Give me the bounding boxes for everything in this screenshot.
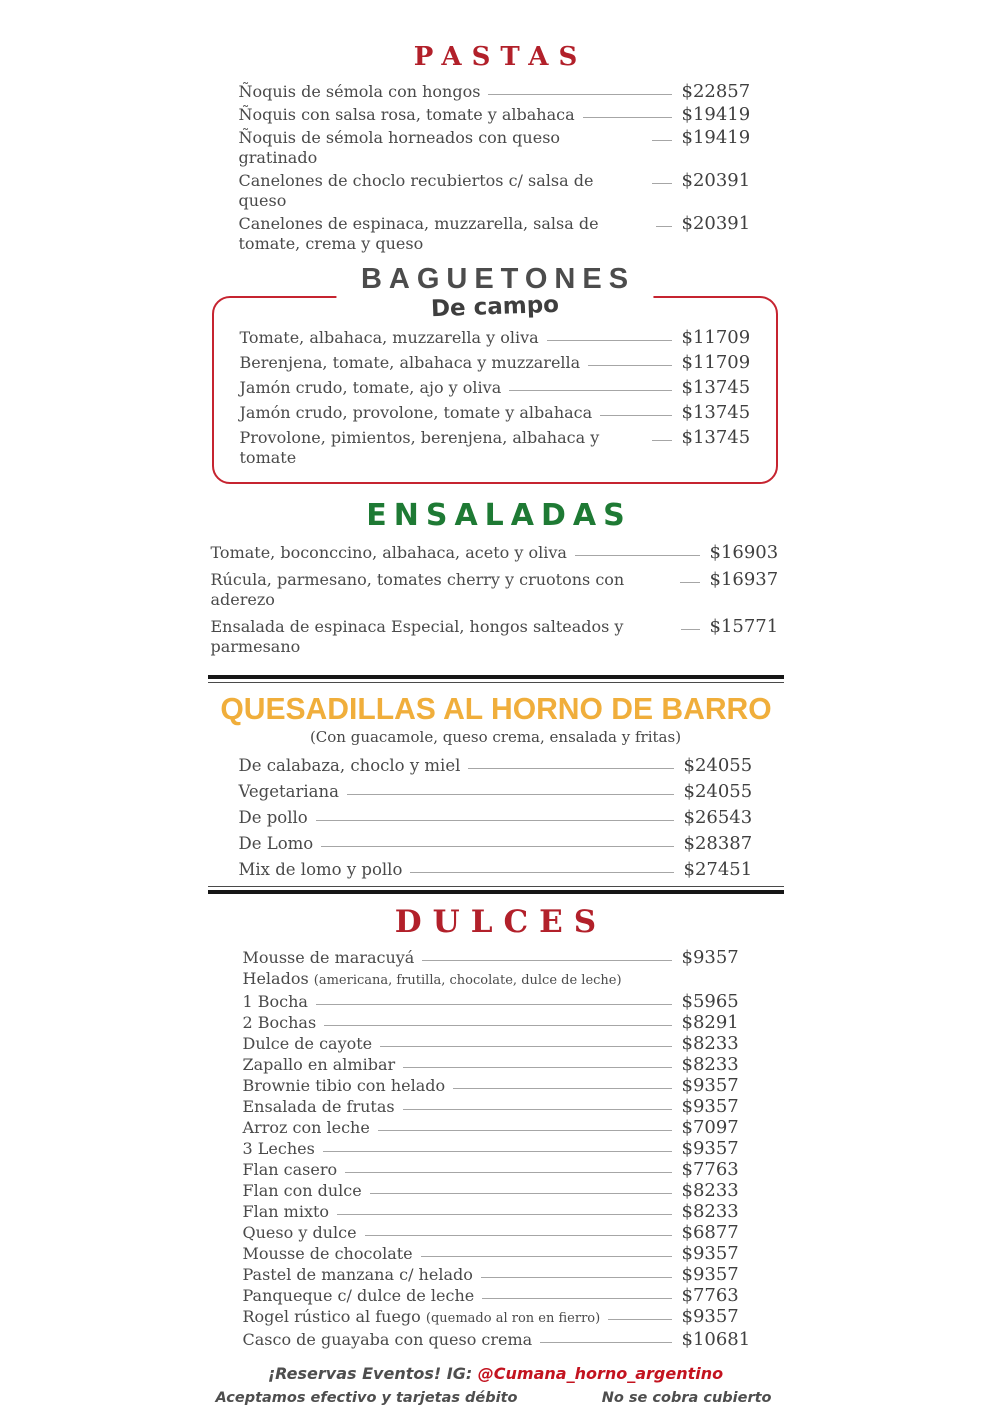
- item-label: [239, 834, 314, 854]
- item-price: $10681: [681, 1329, 751, 1350]
- menu-item-row: [239, 756, 756, 776]
- leader-line: [583, 117, 672, 118]
- menu-item-row: [243, 1055, 754, 1075]
- menu-item-row: [243, 1160, 754, 1180]
- menu-item-row: [211, 570, 782, 610]
- leader-line: [370, 1193, 672, 1194]
- leader-line: [316, 820, 674, 821]
- reservas-text: ¡Reservas Eventos! IG:: [267, 1364, 473, 1383]
- leader-line: [324, 1025, 671, 1026]
- item-price: $8291: [681, 1012, 739, 1033]
- menu-item-row: [243, 1223, 754, 1243]
- item-label-text: Ensalada de frutas: [242, 1097, 395, 1116]
- menu-item-row: [243, 1013, 754, 1033]
- item-label: [239, 756, 461, 776]
- item-price: $8233: [681, 1033, 739, 1054]
- item-label: [243, 1034, 373, 1054]
- menu-item-row: [243, 1181, 754, 1201]
- menu-item-row: [243, 992, 754, 1012]
- leader-line: [547, 340, 672, 341]
- leader-line: [481, 1277, 672, 1278]
- double-rule-top: [208, 675, 784, 683]
- item-label: [240, 428, 645, 468]
- item-price: $20391: [681, 170, 751, 191]
- item-label: [243, 1244, 413, 1264]
- item-label: [239, 860, 403, 880]
- leader-line: [321, 846, 673, 847]
- leader-line: [540, 1342, 671, 1343]
- item-label-text: Vegetariana: [238, 782, 339, 801]
- leader-line: [403, 1109, 672, 1110]
- leader-line: [656, 226, 672, 227]
- item-price: $11709: [681, 327, 751, 348]
- item-label-text: Brownie tibio con helado: [242, 1076, 446, 1095]
- item-price: $8233: [681, 1201, 739, 1222]
- item-label-text: Rogel rústico al fuego: [242, 1307, 421, 1326]
- baguetones-heading: [336, 263, 653, 323]
- menu-item-row: [243, 1139, 754, 1159]
- item-label-text: Ñoquis de sémola horneados con queso gratinado: [238, 128, 561, 167]
- item-label: [243, 992, 308, 1012]
- menu-item-row: [239, 82, 754, 102]
- item-label: [243, 1013, 317, 1033]
- dulces-items: [196, 948, 796, 1350]
- item-price: $27451: [683, 859, 753, 880]
- item-price: $5965: [681, 991, 739, 1012]
- quesadillas-items: [196, 756, 796, 880]
- baguetones-subtitle: De campo: [430, 291, 559, 323]
- item-price: $22857: [681, 81, 751, 102]
- item-price: $9357: [681, 1306, 739, 1327]
- item-label-text: Mousse de chocolate: [242, 1244, 413, 1263]
- item-label: [243, 1139, 315, 1159]
- menu-item-row: [243, 1118, 754, 1138]
- item-price: $7097: [681, 1117, 739, 1138]
- item-label: [239, 105, 575, 125]
- menu-item-row: [243, 948, 754, 968]
- leader-line: [316, 1004, 672, 1005]
- item-price: $9357: [681, 947, 739, 968]
- menu-item-row: [240, 328, 754, 348]
- instagram-handle: @Cumana_horno_argentino: [477, 1364, 724, 1383]
- item-price: $6877: [681, 1222, 739, 1243]
- cover-note: No se cobra cubierto: [601, 1390, 772, 1406]
- item-price: $9357: [681, 1075, 739, 1096]
- menu-item-row: [239, 808, 756, 828]
- item-label-text: Mousse de maracuyá: [242, 948, 415, 967]
- item-price: $19419: [681, 127, 751, 148]
- item-label-text: Provolone, pimientos, berenjena, albahaca y tomate: [239, 428, 600, 467]
- section-dulces: [196, 904, 796, 1350]
- item-label-text: Queso y dulce: [242, 1223, 357, 1242]
- payment-note: Aceptamos efectivo y tarjetas débito: [215, 1390, 518, 1406]
- item-label: [240, 403, 593, 423]
- item-price: $7763: [681, 1159, 739, 1180]
- item-price: $16903: [709, 542, 779, 563]
- item-label: [243, 1330, 533, 1350]
- leader-line: [380, 1046, 671, 1047]
- item-price: $13745: [681, 402, 751, 423]
- quesadillas-subtitle: (Con guacamole, queso crema, ensalada y fritas): [309, 728, 682, 746]
- menu-item-row: [239, 171, 754, 211]
- double-rule-bottom: [208, 886, 784, 894]
- menu-item-row: [243, 969, 754, 991]
- item-label-text: De calabaza, choclo y miel: [238, 756, 461, 775]
- menu-item-row: [240, 378, 754, 398]
- reservas-line: [196, 1364, 796, 1383]
- leader-line: [588, 365, 671, 366]
- leader-line: [345, 1172, 671, 1173]
- item-price: $16937: [709, 569, 779, 590]
- item-price: $13745: [681, 377, 751, 398]
- item-label-text: Casco de guayaba con queso crema: [242, 1330, 533, 1349]
- item-label: [243, 1265, 473, 1285]
- leader-line: [608, 1319, 671, 1320]
- item-label-text: Pastel de manzana c/ helado: [242, 1265, 473, 1284]
- leader-line: [410, 872, 673, 873]
- item-label: [243, 1076, 446, 1096]
- menu-item-row: [240, 353, 754, 373]
- item-price: $8233: [681, 1180, 739, 1201]
- item-label: [239, 128, 644, 168]
- leader-line: [365, 1235, 672, 1236]
- item-label-text: Canelones de choclo recubiertos c/ salsa de queso: [238, 171, 594, 210]
- menu-item-row: [243, 1307, 754, 1329]
- item-price: $20391: [681, 213, 751, 234]
- item-label-text: Ñoquis con salsa rosa, tomate y albahaca: [238, 105, 575, 124]
- menu-item-row: [243, 1330, 754, 1350]
- item-note: (americana, frutilla, chocolate, dulce de leche): [313, 973, 622, 988]
- item-label: [243, 1181, 362, 1201]
- menu-item-row: [211, 543, 782, 563]
- leader-line: [488, 94, 671, 95]
- section-title-ensaladas: ENSALADAS: [366, 498, 632, 533]
- item-price: $13745: [681, 427, 751, 448]
- menu-item-row: [239, 105, 754, 125]
- item-price: $15771: [709, 616, 779, 637]
- item-label-text: Berenjena, tomate, albahaca y muzzarella: [239, 353, 581, 372]
- footer: [196, 1364, 796, 1406]
- leader-line: [652, 440, 671, 441]
- item-label: [239, 808, 308, 828]
- item-label-text: Tomate, albahaca, muzzarella y oliva: [239, 328, 539, 347]
- item-price: $9357: [681, 1138, 739, 1159]
- section-title-quesadillas: QUESADILLAS AL HORNO DE BARRO: [219, 691, 772, 726]
- item-label: [243, 1223, 357, 1243]
- item-label-text: Jamón crudo, provolone, tomate y albahaca: [239, 403, 593, 422]
- leader-line: [509, 390, 671, 391]
- item-label-text: Jamón crudo, tomate, ajo y oliva: [239, 378, 502, 397]
- menu-item-row: [243, 1097, 754, 1117]
- leader-line: [575, 555, 700, 556]
- item-label: [243, 1202, 330, 1222]
- item-price: $9357: [681, 1264, 739, 1285]
- item-label-text: Mix de lomo y pollo: [238, 860, 403, 879]
- menu-item-row: [243, 1244, 754, 1264]
- menu-item-row: [243, 1265, 754, 1285]
- leader-line: [403, 1067, 671, 1068]
- item-price: $9357: [681, 1243, 739, 1264]
- menu-item-row: [239, 214, 754, 254]
- item-label-text: Flan casero: [242, 1160, 338, 1179]
- menu-item-row: [240, 403, 754, 423]
- section-title-pastas: PASTAS: [413, 42, 588, 72]
- item-price: $8233: [681, 1054, 739, 1075]
- leader-line: [680, 582, 699, 583]
- pastas-items: [196, 82, 796, 254]
- item-label: [243, 969, 622, 991]
- item-label-text: Panqueque c/ dulce de leche: [242, 1286, 475, 1305]
- baguetones-items: [240, 328, 754, 468]
- section-pastas: [196, 42, 796, 254]
- item-label: [240, 328, 539, 348]
- section-ensaladas: [196, 498, 796, 657]
- leader-line: [422, 960, 671, 961]
- menu-item-row: [211, 617, 782, 657]
- leader-line: [421, 1256, 672, 1257]
- item-price: $11709: [681, 352, 751, 373]
- footer-notes: [196, 1383, 796, 1406]
- item-label: [211, 617, 674, 657]
- item-label-text: Dulce de cayote: [242, 1034, 373, 1053]
- item-label-text: De pollo: [238, 808, 308, 827]
- menu-item-row: [243, 1034, 754, 1054]
- item-label-text: 1 Bocha: [242, 992, 308, 1011]
- item-label: [243, 1286, 475, 1306]
- leader-line: [323, 1151, 672, 1152]
- item-label-text: Ñoquis de sémola con hongos: [238, 82, 481, 101]
- item-price: $26543: [683, 807, 753, 828]
- item-label-text: 2 Bochas: [242, 1013, 317, 1032]
- item-label: [211, 570, 673, 610]
- section-baguetones: [196, 263, 796, 484]
- item-price: $9357: [681, 1096, 739, 1117]
- item-label: [239, 782, 339, 802]
- menu-item-row: [239, 860, 756, 880]
- leader-line: [337, 1214, 671, 1215]
- leader-line: [468, 768, 673, 769]
- section-title-baguetones: BAGUETONES: [360, 263, 636, 295]
- item-label: [243, 948, 415, 968]
- item-label-text: Ensalada de espinaca Especial, hongos salteados y parmesano: [210, 617, 624, 656]
- item-label-text: Helados: [242, 969, 309, 988]
- item-label-text: Canelones de espinaca, muzzarella, salsa de tomate, crema y queso: [238, 214, 599, 253]
- leader-line: [652, 183, 672, 184]
- item-label-text: De Lomo: [238, 834, 314, 853]
- leader-line: [347, 794, 674, 795]
- item-label: [243, 1097, 395, 1117]
- menu-item-row: [239, 782, 756, 802]
- leader-line: [681, 629, 699, 630]
- item-label-text: Arroz con leche: [242, 1118, 370, 1137]
- item-label: [239, 171, 644, 211]
- menu-item-row: [243, 1076, 754, 1096]
- section-quesadillas: [196, 675, 796, 894]
- item-label-text: Tomate, boconccino, albahaca, aceto y oliva: [210, 543, 567, 562]
- item-label: [211, 543, 567, 563]
- item-price: $24055: [683, 781, 753, 802]
- menu-item-row: [243, 1202, 754, 1222]
- leader-line: [453, 1088, 671, 1089]
- item-label-text: Rúcula, parmesano, tomates cherry y cruotons con aderezo: [210, 570, 625, 609]
- item-price: $7763: [681, 1285, 739, 1306]
- item-label: [240, 378, 502, 398]
- item-label: [240, 353, 581, 373]
- leader-line: [378, 1130, 672, 1131]
- item-label-text: Zapallo en almibar: [242, 1055, 396, 1074]
- menu-page: [196, 0, 796, 1406]
- item-label: [243, 1055, 396, 1075]
- item-note: (quemado al ron en fierro): [425, 1311, 601, 1326]
- menu-item-row: [239, 128, 754, 168]
- item-price: $19419: [681, 104, 751, 125]
- item-label-text: Flan mixto: [242, 1202, 330, 1221]
- ensaladas-items: [196, 543, 796, 657]
- leader-line: [652, 140, 672, 141]
- item-label: [243, 1307, 601, 1329]
- menu-item-row: [239, 834, 756, 854]
- menu-item-row: [243, 1286, 754, 1306]
- baguetones-box: [212, 263, 778, 484]
- item-price: $24055: [683, 755, 753, 776]
- item-label-text: 3 Leches: [242, 1139, 315, 1158]
- leader-line: [482, 1298, 671, 1299]
- menu-item-row: [240, 428, 754, 468]
- item-price: $28387: [683, 833, 753, 854]
- leader-line: [600, 415, 671, 416]
- item-label-text: Flan con dulce: [242, 1181, 362, 1200]
- item-label: [239, 214, 648, 254]
- section-title-dulces: DULCES: [394, 904, 608, 940]
- item-label: [243, 1118, 370, 1138]
- item-label: [239, 82, 481, 102]
- item-label: [243, 1160, 338, 1180]
